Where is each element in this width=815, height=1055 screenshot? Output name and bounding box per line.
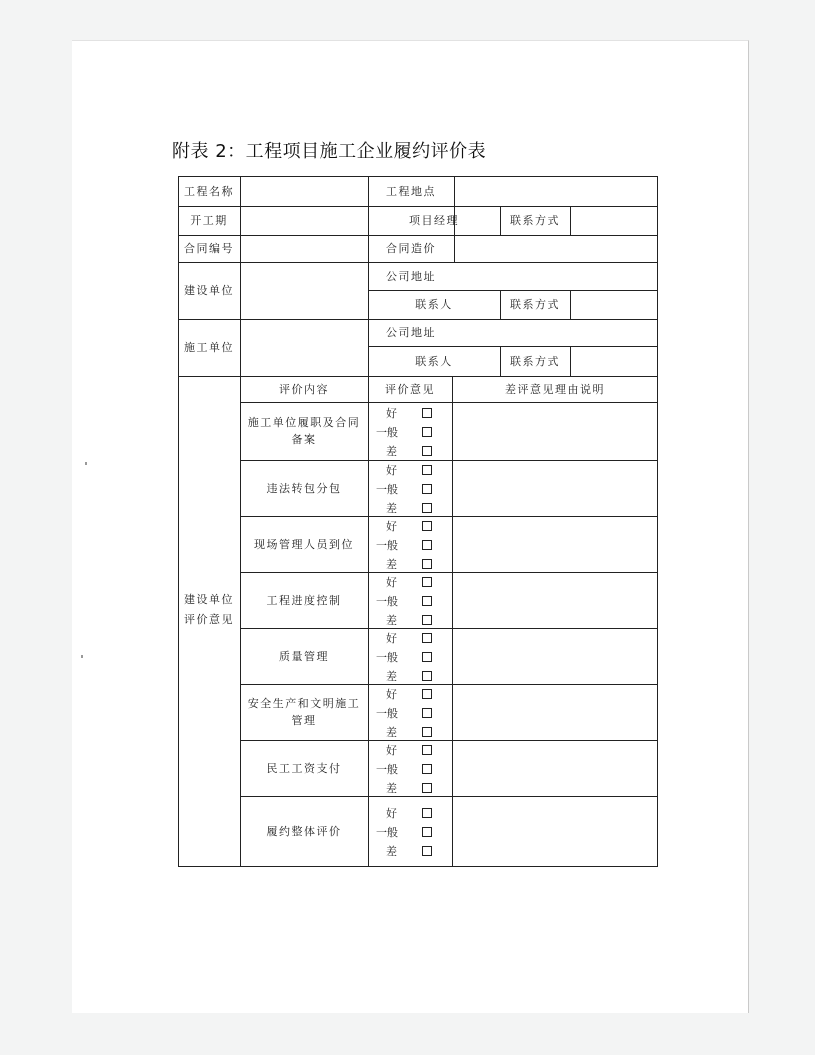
criterion-label: 工程进度控制 — [266, 593, 342, 607]
rating-checkbox[interactable] — [422, 652, 432, 662]
rating-option[interactable] — [376, 822, 432, 841]
rating-option[interactable] — [376, 841, 432, 860]
rating-option-group — [376, 628, 432, 685]
rating-option-label: 差 — [386, 725, 397, 739]
rating-option-group — [376, 403, 432, 460]
rating-option[interactable] — [376, 684, 432, 703]
rating-option-label: 差 — [386, 444, 397, 458]
rating-option[interactable] — [376, 498, 432, 517]
label-contract-price: 合同造价 — [386, 242, 436, 255]
rating-option[interactable] — [376, 422, 432, 441]
rating-option[interactable] — [376, 441, 432, 460]
rating-option-label: 好 — [386, 463, 397, 477]
rating-option-label: 好 — [386, 687, 397, 701]
rating-option-label: 差 — [386, 557, 397, 571]
rating-option[interactable] — [376, 740, 432, 759]
rating-option-label: 好 — [386, 743, 397, 757]
rating-option-label: 好 — [386, 631, 397, 645]
label-contractor-unit: 施工单位 — [184, 341, 234, 354]
rating-checkbox[interactable] — [422, 577, 432, 587]
rating-option-label: 一般 — [376, 538, 398, 552]
rating-checkbox[interactable] — [422, 596, 432, 606]
rating-option-group — [376, 740, 432, 797]
rating-option-label: 好 — [386, 806, 397, 820]
rating-checkbox[interactable] — [422, 427, 432, 437]
rating-option-label: 一般 — [376, 482, 398, 496]
criterion-label: 现场管理人员到位 — [254, 537, 354, 551]
column-divider — [240, 176, 241, 867]
rating-option-label: 好 — [386, 575, 397, 589]
rating-checkbox[interactable] — [422, 484, 432, 494]
label-project-location: 工程地点 — [386, 184, 436, 198]
rating-option-label: 一般 — [376, 706, 398, 720]
rating-option[interactable] — [376, 591, 432, 610]
label-contractor-contact-method: 联系方式 — [510, 354, 560, 368]
rating-option[interactable] — [376, 722, 432, 741]
rating-option-label: 一般 — [376, 650, 398, 664]
rating-option-label: 差 — [386, 781, 397, 795]
rating-option-label: 好 — [386, 519, 397, 533]
column-divider — [570, 206, 571, 235]
rating-option-label: 一般 — [376, 762, 398, 776]
rating-option-label: 差 — [386, 501, 397, 515]
rating-option-group — [376, 516, 432, 573]
rating-checkbox[interactable] — [422, 764, 432, 774]
rating-option-group — [376, 684, 432, 741]
label-contact-method: 联系方式 — [510, 214, 560, 227]
label-contractor-company-address: 公司地址 — [386, 326, 436, 339]
rating-option-label: 一般 — [376, 825, 398, 839]
document-title: 附表 2：工程项目施工企业履约评价表 — [172, 141, 487, 162]
rating-checkbox[interactable] — [422, 727, 432, 737]
rating-checkbox[interactable] — [422, 783, 432, 793]
label-contract-no: 合同编号 — [184, 242, 234, 255]
rating-checkbox[interactable] — [422, 827, 432, 837]
rating-option[interactable] — [376, 666, 432, 685]
column-divider — [570, 290, 571, 319]
rating-option-label: 差 — [386, 669, 397, 683]
rating-checkbox[interactable] — [422, 671, 432, 681]
rating-option[interactable] — [376, 572, 432, 591]
label-contractor-contact-person: 联系人 — [415, 354, 453, 368]
rating-checkbox[interactable] — [422, 808, 432, 818]
rating-option-label: 好 — [386, 406, 397, 420]
rating-option[interactable] — [376, 516, 432, 535]
column-divider — [368, 376, 369, 867]
rating-checkbox[interactable] — [422, 633, 432, 643]
rating-checkbox[interactable] — [422, 540, 432, 550]
label-owner-unit: 建设单位 — [184, 284, 234, 297]
rating-option[interactable] — [376, 628, 432, 647]
column-divider — [452, 376, 453, 867]
rating-option[interactable] — [376, 535, 432, 554]
rating-checkbox[interactable] — [422, 689, 432, 699]
scan-speck — [81, 655, 83, 658]
rating-option[interactable] — [376, 803, 432, 822]
criterion-label: 质量管理 — [279, 649, 329, 663]
label-owner-opinion: 建设单位评价意见 — [184, 593, 234, 626]
criterion-label: 施工单位履职及合同备案 — [247, 416, 361, 446]
rating-option[interactable] — [376, 647, 432, 666]
rating-option-group — [376, 803, 432, 860]
rating-checkbox[interactable] — [422, 846, 432, 856]
rating-checkbox[interactable] — [422, 745, 432, 755]
criterion-label: 履约整体评价 — [266, 825, 342, 838]
rating-option-label: 差 — [386, 844, 397, 858]
criterion-label: 违法转包分包 — [266, 481, 342, 495]
label-project-name: 工程名称 — [184, 184, 234, 198]
rating-option-group — [376, 572, 432, 629]
label-eval-opinion: 评价意见 — [385, 382, 435, 396]
column-divider — [570, 346, 571, 376]
rating-option-label: 一般 — [376, 425, 398, 439]
rating-option[interactable] — [376, 703, 432, 722]
label-owner-company-address: 公司地址 — [386, 269, 436, 283]
rating-checkbox[interactable] — [422, 615, 432, 625]
label-eval-content: 评价内容 — [279, 382, 329, 396]
label-owner-contact-method: 联系方式 — [510, 298, 560, 311]
rating-option[interactable] — [376, 554, 432, 573]
rating-option[interactable] — [376, 610, 432, 629]
rating-checkbox[interactable] — [422, 503, 432, 513]
rating-checkbox[interactable] — [422, 465, 432, 475]
rating-checkbox[interactable] — [422, 708, 432, 718]
rating-option[interactable] — [376, 759, 432, 778]
criterion-label: 安全生产和文明施工管理 — [247, 697, 361, 727]
rating-option-group — [376, 460, 432, 517]
criterion-label: 民工工资支付 — [266, 761, 342, 775]
rating-option[interactable] — [376, 403, 432, 422]
rating-option[interactable] — [376, 479, 432, 498]
rating-option-label: 差 — [386, 613, 397, 627]
label-start-date: 开工期 — [190, 214, 228, 227]
label-project-manager: 项目经理 — [409, 214, 459, 227]
rating-option[interactable] — [376, 778, 432, 797]
rating-checkbox[interactable] — [422, 408, 432, 418]
rating-option[interactable] — [376, 460, 432, 479]
label-owner-contact-person: 联系人 — [415, 298, 453, 311]
rating-checkbox[interactable] — [422, 446, 432, 456]
rating-checkbox[interactable] — [422, 521, 432, 531]
rating-checkbox[interactable] — [422, 559, 432, 569]
label-poor-reason: 差评意见理由说明 — [505, 382, 605, 396]
scan-speck — [85, 462, 87, 465]
rating-option-label: 一般 — [376, 594, 398, 608]
